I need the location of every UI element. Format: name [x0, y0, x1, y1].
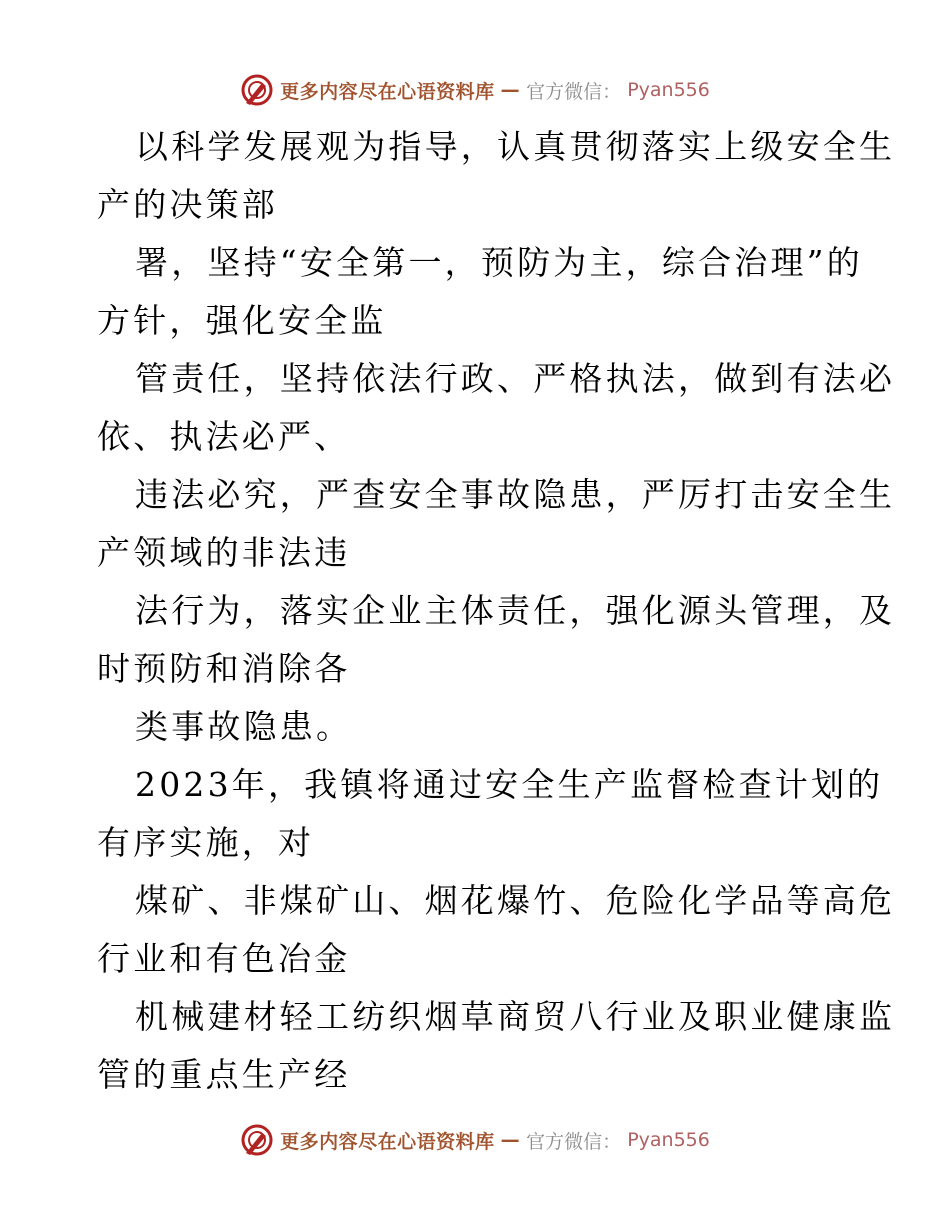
watermark-dash: —: [500, 1129, 521, 1151]
body-line: 违法必究，严查安全事故隐患，严厉打击安全生: [135, 475, 896, 514]
body-line: 管责任，坚持依法行政、严格执法，做到有法必: [135, 359, 896, 398]
body-line: 产的决策部: [97, 185, 278, 224]
header-watermark: [0, 70, 950, 110]
watermark-brand: 更多内容尽在心语资料库: [280, 80, 495, 103]
body-line: 煤矿、非煤矿山、烟花爆竹、危险化学品等高危: [135, 881, 896, 920]
body-line: 管的重点生产经: [97, 1055, 351, 1094]
body-line: 类事故隐患。: [135, 707, 353, 746]
body-line: 有序实施，对: [97, 823, 315, 862]
document-body: [97, 118, 896, 1104]
body-line: 方针，强化安全监: [97, 301, 387, 340]
body-line: 依、执法必严、: [97, 417, 351, 456]
watermark-wechat-label: 官方微信：: [526, 1130, 622, 1153]
body-line: 法行为，落实企业主体责任，强化源头管理，及: [135, 591, 896, 630]
watermark-brand: 更多内容尽在心语资料库: [280, 1130, 495, 1153]
pen-logo-icon: [240, 73, 274, 107]
watermark-wechat-label: 官方微信：: [526, 80, 622, 103]
body-line: 产领域的非法违: [97, 533, 351, 572]
watermark-dash: —: [500, 79, 521, 101]
body-line: 署，坚持“安全第一，预防为主，综合治理”的: [135, 243, 863, 282]
watermark-wechat-id: Pyan556: [627, 79, 710, 101]
body-line: 时预防和消除各: [97, 649, 351, 688]
body-line: 机械建材轻工纺织烟草商贸八行业及职业健康监: [135, 997, 896, 1036]
pen-logo-icon: [240, 1123, 274, 1157]
watermark-wechat-id: Pyan556: [627, 1129, 710, 1151]
body-line: 行业和有色冶金: [97, 939, 351, 978]
body-line: 2023年，我镇将通过安全生产监督检查计划的: [135, 765, 884, 804]
body-line: 以科学发展观为指导，认真贯彻落实上级安全生: [135, 127, 896, 166]
footer-watermark: [0, 1120, 950, 1160]
